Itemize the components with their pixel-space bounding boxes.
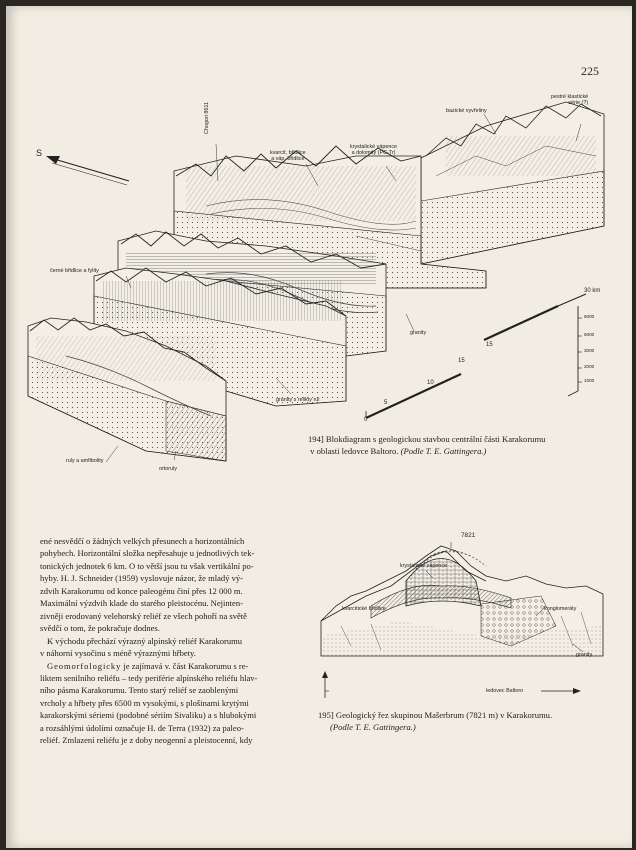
body-text [40,535,310,747]
body-line: vrcholy a hřbety přes 6500 m vysokými, s plošinami krytými [40,697,249,708]
label-kvarciticke: kvarcitické břidlice [342,606,386,612]
body-line: ené nesvědčí o žádných velkých přesunech a horizontálních [40,536,245,546]
body-line: zdvih Karakorumu od konce paleogénu činí přes 12 000 m. [40,585,243,596]
figure195-caption-credit: (Podle T. E. Gattingera.) [330,721,416,732]
figure194-caption-main: 194] Blokdiagram s geologickou stavbou centrální části Karakorumu v oblasti ledovce Baltoro. [308,434,546,456]
body-line: K východu přechází výrazný alpínský reliéf Karakorumu [47,635,243,646]
label-north: S [36,148,43,158]
label-ortoruly: ortoruly [159,466,177,472]
label-kvarcit: kvarcit, břidlice a váp. břidlice [270,150,306,163]
figure195-caption-main: 195] Geologický řez skupinou Mašerbrum (7821 m) v Karakorumu. [318,710,553,720]
vtick-1000: 1000 [584,378,595,383]
body-line: liktem senilního reliéfu – tedy periférie alpínského reliéfu hlav- [40,672,258,683]
vtick-2000: 2000 [584,364,595,369]
section-heading: Geomorfologicky [47,660,122,671]
vtick-6000: 6000 [584,314,595,319]
body-line: v náhorní vysočinu s méně výraznými hřbety. [40,648,196,659]
figure194-caption-credit: (Podle T. E. Gattingera.) [400,445,487,456]
body-line: a rozsáhlými údolími označuje H. de Terra (1932) za paleo- [40,722,244,733]
label-bazicke: bazické vyvřeliny [446,108,487,114]
body-line [40,660,310,672]
body-line: reliéf. Zmlazení reliéfu je z doby neogenní a pleistocenní, kdy [40,735,253,746]
body-line: ního pásma Karakorumu. Tento starý reliéf se zaoblenými [40,685,239,696]
scale-tick-5: 5 [384,400,388,406]
body-line: Maximální výzdvih klade do starého pleistocénu. Nejinten- [40,598,243,609]
label-konglomeraty: konglomeráty [544,606,577,612]
scale-tick-15: 15 [458,358,465,364]
scale-tick-0: 0 [364,417,368,423]
label-granity-195: granity [576,652,593,658]
label-krystalicke-vapence: krystalické vápence [400,563,448,569]
scale-far-30km: 30 km [584,288,601,294]
figure194-caption [308,434,545,457]
block-front [28,318,226,461]
label-chogori: Chogori 8611 [204,102,210,134]
label-peak: 7821 [461,532,476,539]
vtick-5000: 5000 [584,332,595,337]
distance-scale [366,294,586,418]
label-cerne: černé břidlice a fylity [50,268,99,274]
label-ruly: ruly a amfibolity [66,458,104,464]
north-arrow [46,156,129,185]
label-granity-rul: granity s relikty rul [276,397,320,403]
page-number: 225 [581,64,599,78]
scale-mid-15: 15 [486,342,493,348]
body-line: hyby. H. J. Schneider (1959) vyslovuje názor, že mladý vý- [40,573,243,584]
block-back [421,102,604,264]
label-pestre: pestré klastické série (?) [551,94,589,107]
body-line: karakorskými sériemi (podobné sériím Sivaliku) a s hlubokými [40,710,257,721]
body-line: tonických jednotek 6 km. O to větší jsou tu však vertikální po- [40,560,254,571]
body-line: pohybech. Horizontální složka nepřesahuje u jednotlivých tek- [40,548,255,559]
book-page [6,6,632,848]
vtick-3000: 3000 [584,348,595,353]
body-line: svědčí o tom, že pokračuje dodnes. [40,623,160,634]
label-krystalicke: krystalické vápence a dolomity (PC-Tr) [350,144,398,157]
label-ledovec: ledovec Baltoro [486,688,524,694]
vertical-scale [568,306,582,396]
label-granity-mid: granity [410,330,427,336]
scale-tick-10: 10 [427,380,434,386]
body-line-rest: je zajímavá v. část Karakorumu s re- [121,660,249,671]
body-line: zivněji erodovaný velehorský reliéf ze všech pohoří na světě [40,610,247,621]
figure195-caption [318,710,552,733]
cross-section-figure [311,526,611,706]
